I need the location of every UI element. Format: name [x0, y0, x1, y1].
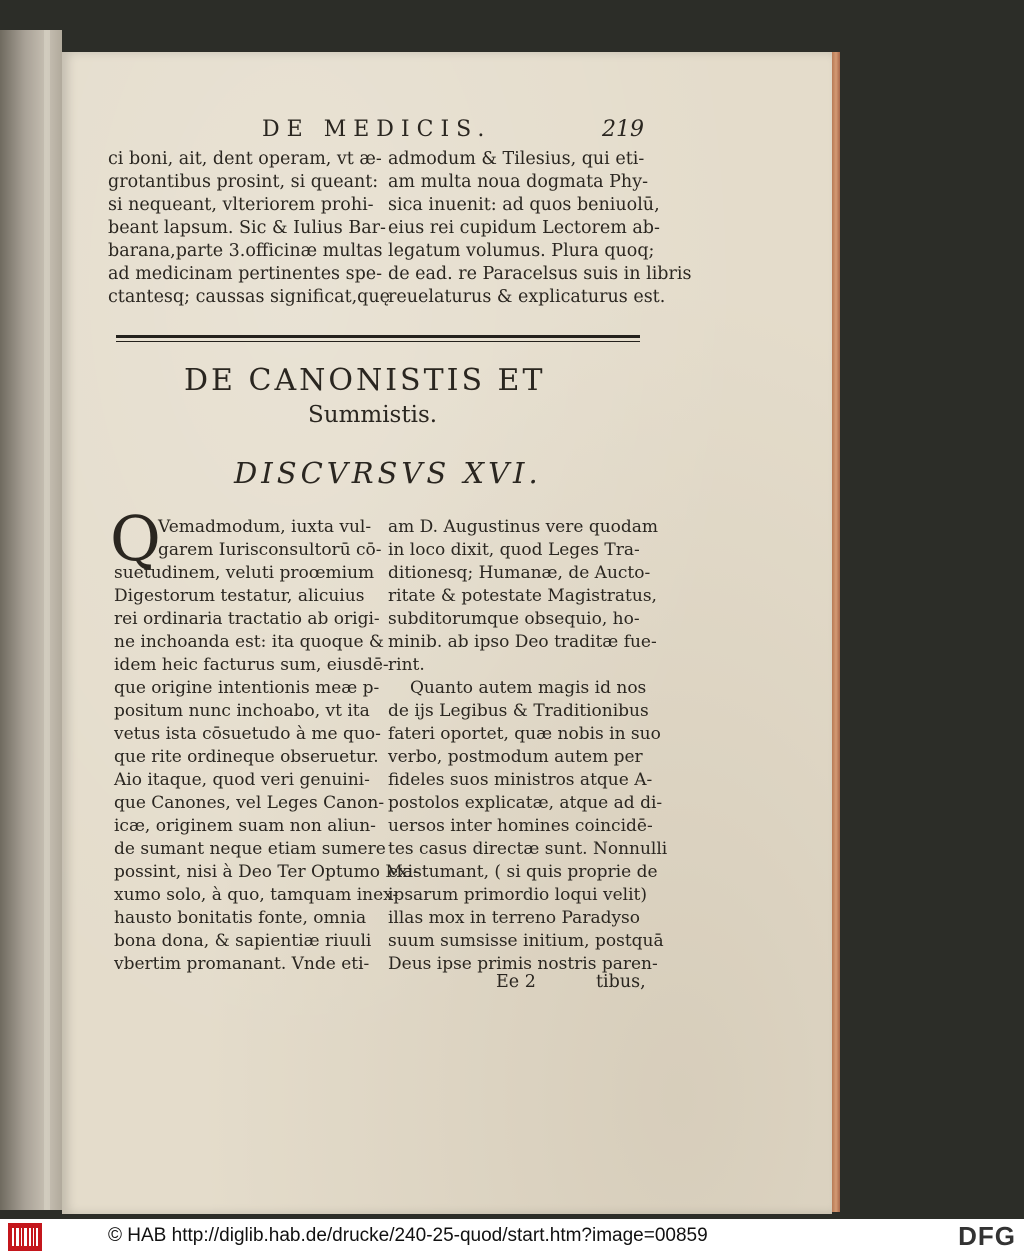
- top-left-column: [108, 148, 390, 309]
- text-line: hausto bonitatis fonte, omnia: [114, 908, 367, 928]
- text-line: ctantesq; caussas significat,quę: [108, 287, 390, 307]
- text-line: suetudinem, veluti proœmium: [114, 563, 375, 583]
- text-line: grotantibus prosint, si queant:: [108, 172, 379, 192]
- text-line: reuelaturus & explicaturus est.: [388, 287, 666, 307]
- text-line: que rite ordineque obseruetur.: [114, 747, 379, 767]
- text-line: Deus ipse primis nostris paren-: [388, 954, 658, 974]
- text-line: ne inchoanda est: ita quoque &: [114, 632, 385, 652]
- barcode-logo-icon: [8, 1223, 42, 1251]
- text-line: de ijs Legibus & Traditionibus: [388, 701, 649, 721]
- page-cut-edge: [832, 52, 840, 1212]
- text-line: si nequeant, vlteriorem prohi-: [108, 195, 374, 215]
- text-line: Aio itaque, quod veri genuini-: [114, 770, 370, 790]
- top-right-column: [388, 148, 692, 309]
- text-line: beant lapsum. Sic & Iulius Bar-: [108, 218, 386, 238]
- text-line: ad medicinam pertinentes spe-: [108, 264, 383, 284]
- text-line: ipsarum primordio loqui velit): [388, 885, 648, 905]
- section-rule-thin: [116, 341, 640, 342]
- text-line: que Canones, vel Leges Canon-: [114, 793, 385, 813]
- text-line: rei ordinaria tractatio ab origi-: [114, 609, 380, 629]
- running-title: DE MEDICIS.: [262, 117, 492, 142]
- text-line: legatum volumus. Plura quoq;: [388, 241, 655, 261]
- text-line: garem Iurisconsultorū cō-: [158, 540, 382, 560]
- main-right-column: [388, 516, 668, 976]
- text-line: icæ, originem suam non aliun-: [114, 816, 376, 836]
- page-number: 219: [602, 117, 644, 142]
- text-line: rint.: [388, 655, 425, 675]
- text-line: xumo solo, à quo, tamquam inex-: [114, 885, 399, 905]
- text-line: am multa noua dogmata Phy-: [388, 172, 648, 192]
- text-line: illas mox in terreno Paradyso: [388, 908, 641, 928]
- section-subtitle: Summistis.: [308, 402, 438, 428]
- drop-cap: Q: [110, 502, 161, 575]
- text-line: admodum & Tilesius, qui eti-: [388, 149, 645, 169]
- text-line: ditionesq; Humanæ, de Aucto-: [388, 563, 651, 583]
- text-line: eius rei cupidum Lectorem ab-: [388, 218, 660, 238]
- text-line: fideles suos ministros atque A-: [388, 770, 653, 790]
- text-line: fateri oportet, quæ nobis in suo: [388, 724, 661, 744]
- text-line: barana,parte 3.officinæ multas: [108, 241, 383, 261]
- signature-mark: Ee 2: [496, 972, 536, 992]
- text-line: postolos explicatæ, atque ad di-: [388, 793, 663, 813]
- text-line: vetus ista cōsuetudo à me quo-: [114, 724, 381, 744]
- text-line: tes casus directæ sunt. Nonnulli: [388, 839, 668, 859]
- text-line: de ead. re Paracelsus suis in libris: [388, 264, 692, 284]
- text-line: subditorumque obsequio, ho-: [388, 609, 640, 629]
- text-line: possint, nisi à Deo Ter Optumo Ma-: [114, 862, 419, 882]
- text-line: Vemadmodum, iuxta vul-: [158, 517, 372, 537]
- text-line: sica inuenit: ad quos beniuolū,: [388, 195, 660, 215]
- text-line: verbo, postmodum autem per: [388, 747, 643, 767]
- text-line: suum sumsisse initium, postquā: [388, 931, 664, 951]
- section-title: DE CANONISTIS ET: [184, 363, 546, 398]
- text-line: Quanto autem magis id nos: [410, 678, 647, 698]
- discourse-heading: DISCVRSVS XVI.: [234, 456, 542, 490]
- section-rule: [116, 335, 640, 338]
- text-line: uersos inter homines coincidē-: [388, 816, 653, 836]
- dfg-logo: DFG: [958, 1221, 1016, 1251]
- text-line: positum nunc inchoabo, vt ita: [114, 701, 370, 721]
- facing-page-edge: [0, 30, 62, 1210]
- source-url[interactable]: © HAB http://diglib.hab.de/drucke/240-25-quod/start.htm?image=00859: [108, 1225, 708, 1246]
- text-line: de sumant neque etiam sumere: [114, 839, 386, 859]
- text-line: minib. ab ipso Deo traditæ fue-: [388, 632, 657, 652]
- text-line: bona dona, & sapientiæ riuuli: [114, 931, 372, 951]
- text-line: existumant, ( si quis proprie de: [388, 862, 658, 882]
- text-line: vbertim promanant. Vnde eti-: [114, 954, 370, 974]
- text-line: idem heic facturus sum, eiusdē-: [114, 655, 389, 675]
- text-line: Digestorum testatur, alicuius: [114, 586, 365, 606]
- text-line: ritate & potestate Magistratus,: [388, 586, 657, 606]
- text-line: que origine intentionis meæ p-: [114, 678, 380, 698]
- viewer-footer: [0, 1219, 1024, 1255]
- text-line: in loco dixit, quod Leges Tra-: [388, 540, 640, 560]
- catchword: tibus,: [596, 972, 646, 992]
- text-line: am D. Augustinus vere quodam: [388, 517, 659, 537]
- text-line: ci boni, ait, dent operam, vt æ-: [108, 149, 382, 169]
